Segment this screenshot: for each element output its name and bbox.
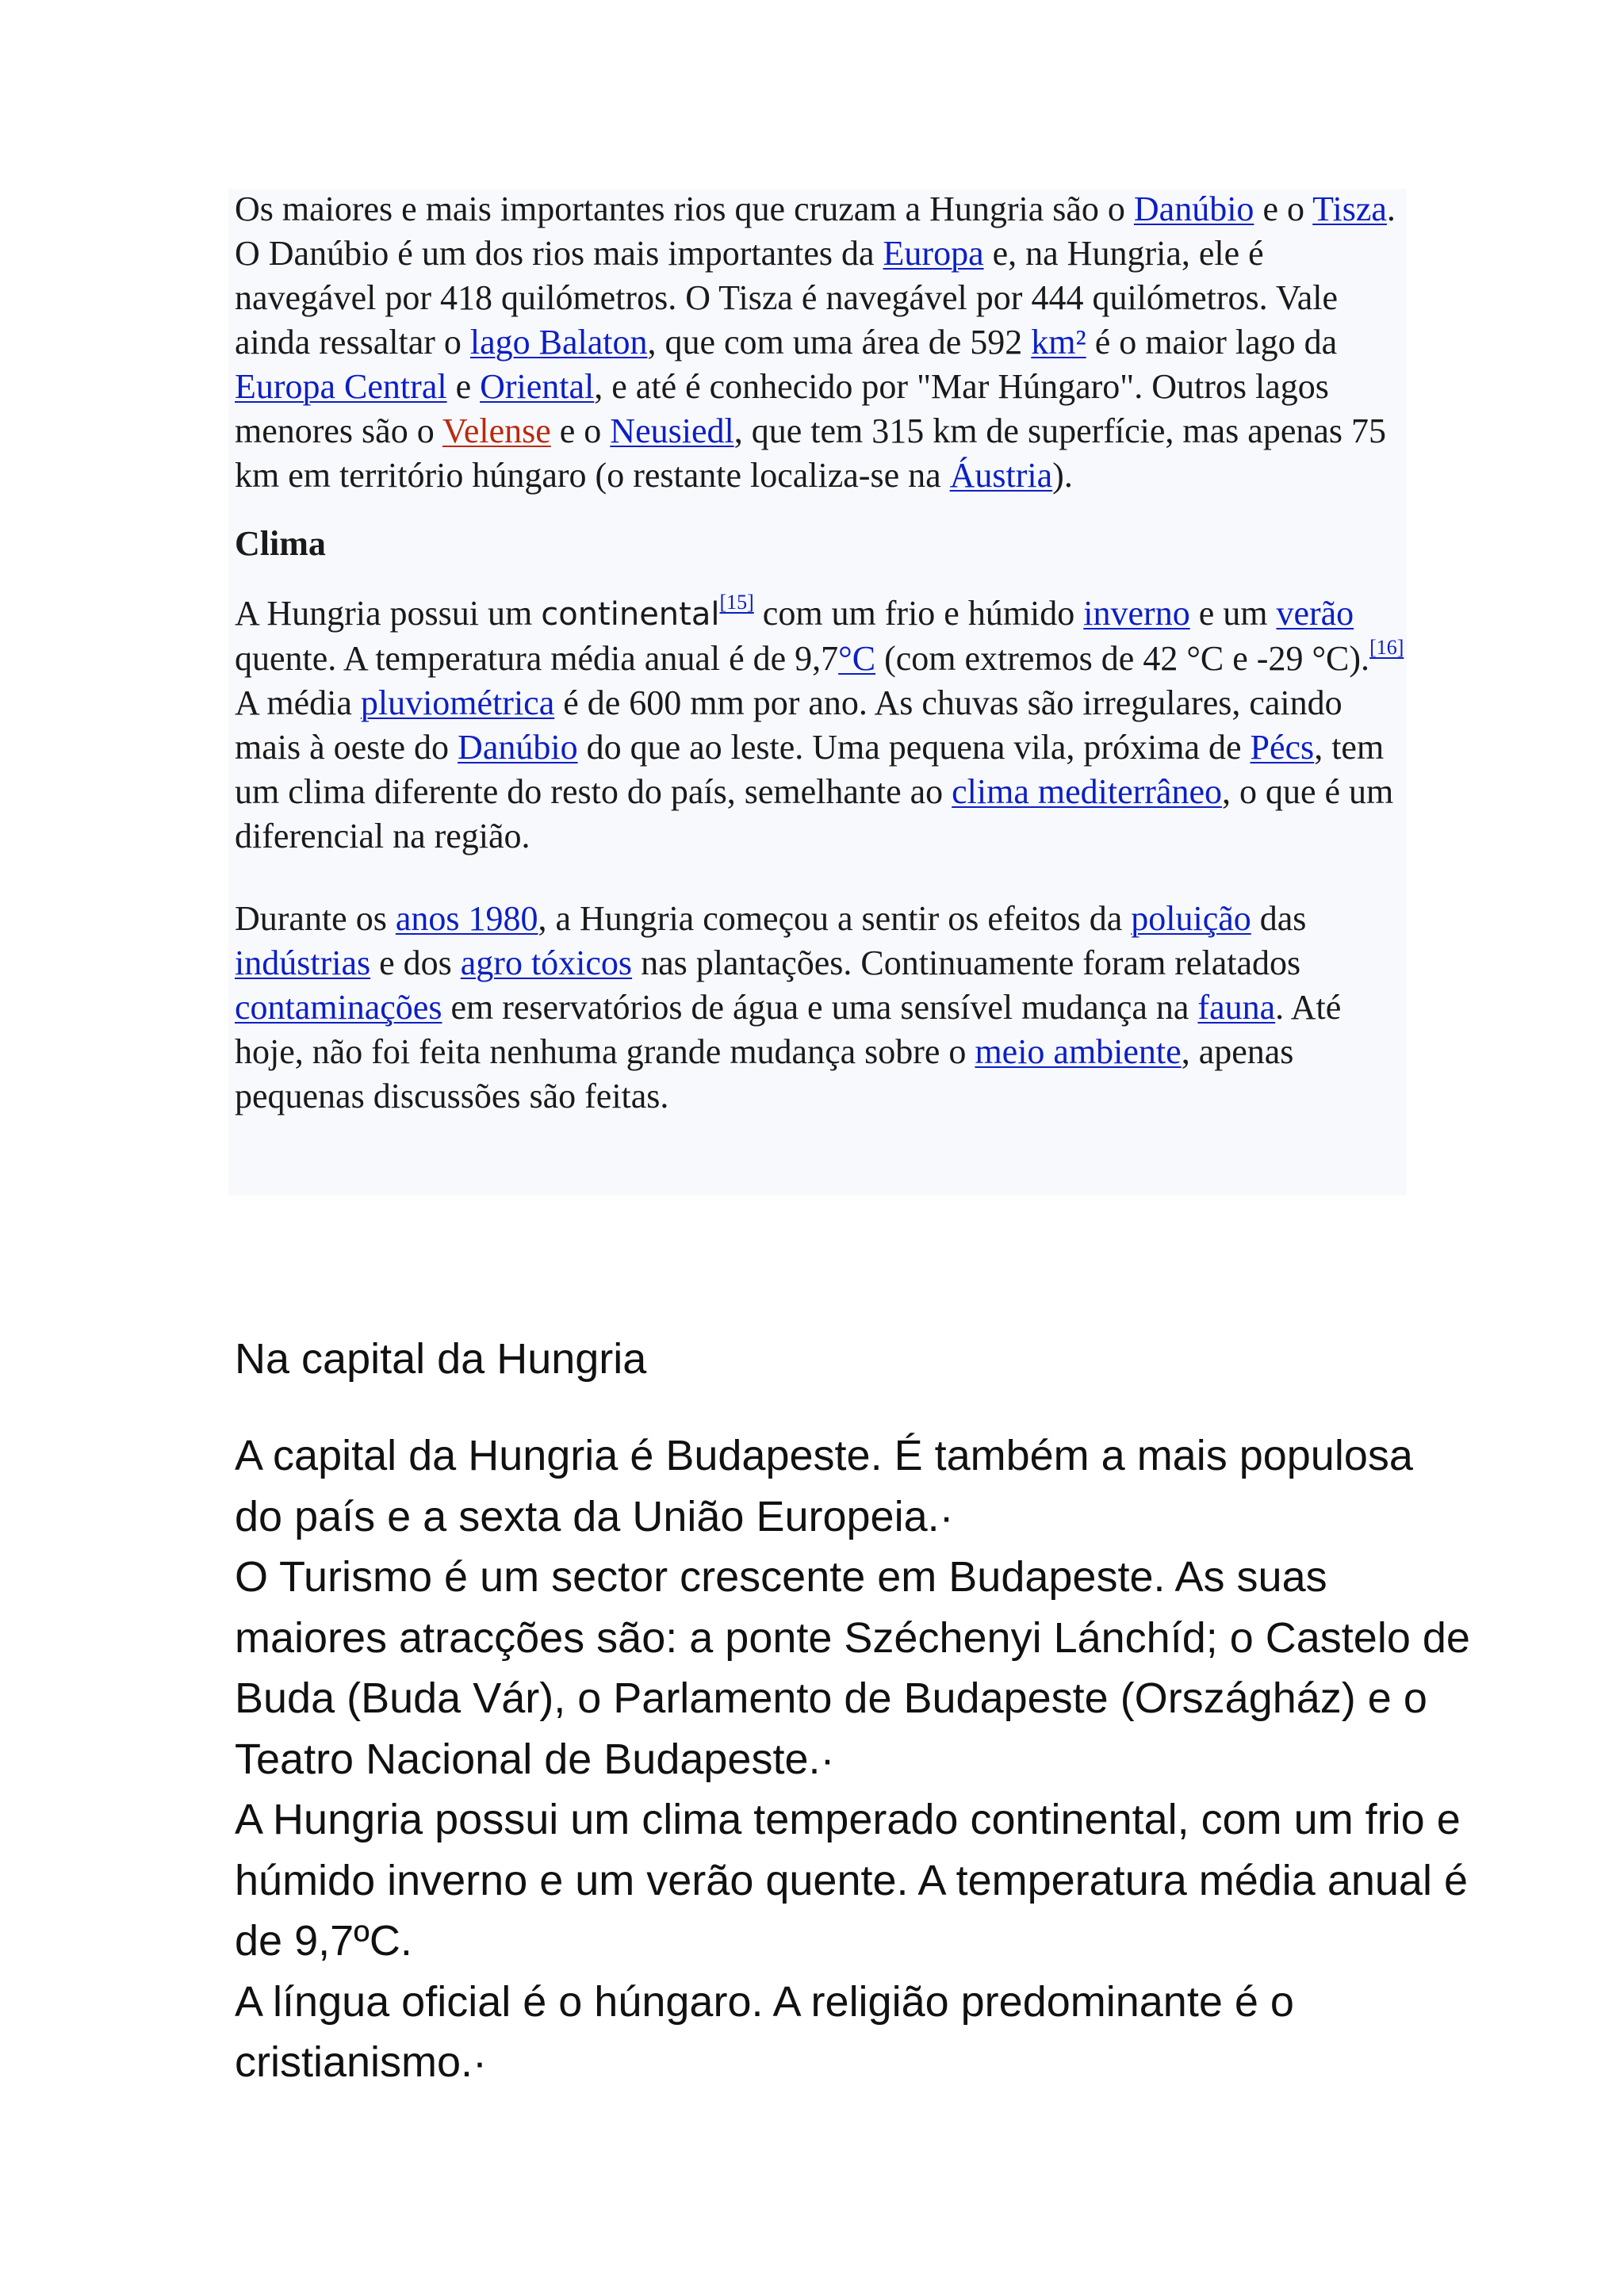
link-danubio[interactable]: Danúbio [1133, 189, 1254, 228]
text: e um [1189, 594, 1277, 633]
link-europa-central[interactable]: Europa Central [235, 367, 447, 406]
text: , que com uma área de 592 [647, 323, 1032, 362]
link-europa[interactable]: Europa [883, 234, 984, 273]
link-tisza[interactable]: Tisza [1312, 189, 1387, 228]
link-meio-ambiente[interactable]: meio ambiente [975, 1032, 1182, 1071]
capital-line-4: A língua oficial é o húngaro. A religião predominante é o cristianismo.· [235, 1977, 1294, 2086]
text: A Hungria possui um [235, 594, 542, 633]
link-industrias[interactable]: indústrias [235, 943, 371, 982]
link-celsius[interactable]: °C [838, 639, 876, 678]
text: ). [1052, 456, 1073, 495]
text: A média [235, 683, 361, 722]
capital-line-3: A Hungria possui um clima temperado continental, com um frio e húmido inverno e um verão quente. A temperatura média anual é de 9,7ºC. [235, 1796, 1468, 1965]
word-continental: continental [541, 596, 720, 633]
text: é o maior lago da [1086, 323, 1338, 362]
link-fauna[interactable]: fauna [1197, 988, 1276, 1027]
text: em reservatórios de água e uma sensível mudança na [442, 988, 1198, 1027]
paragraph-clima [235, 591, 1408, 859]
link-poluicao[interactable]: poluição [1131, 899, 1251, 938]
text: e dos [370, 943, 461, 982]
text: do que ao leste. Uma pequena vila, próxima de [577, 728, 1251, 767]
text: quente. A temperatura média anual é de 9,7 [235, 639, 839, 678]
link-neusiedl[interactable]: Neusiedl [610, 411, 734, 450]
text: é de 600 mm por ano. As chuvas são irregulares, caindo mais à oeste do [235, 683, 1342, 767]
text: . O Danúbio é um dos rios mais importantes da [235, 189, 1396, 273]
reference-16[interactable]: [16] [1369, 636, 1404, 659]
paragraph-poluicao [235, 897, 1408, 1119]
capital-line-1: A capital da Hungria é Budapeste. É também a mais populosa do país e a sexta da União Europeia.· [235, 1432, 1413, 1540]
text: (com extremos de 42 °C e -29 °C). [875, 639, 1370, 678]
text: Os maiores e mais importantes rios que cruzam a Hungria são o [235, 189, 1134, 228]
text: , apenas pequenas discussões são feitas. [235, 1032, 1294, 1115]
heading-clima: Clima [235, 524, 326, 563]
reference-15[interactable]: [15] [719, 591, 754, 614]
text: , que tem 315 km de superfície, mas apenas 75 km em território húngaro (o restante localiza-se na [235, 411, 1387, 495]
text: , tem um clima diferente do resto do país, semelhante ao [235, 728, 1385, 811]
link-agro-toxicos[interactable]: agro tóxicos [460, 943, 633, 982]
link-oriental[interactable]: Oriental [480, 367, 595, 406]
text: . Até hoje, não foi feita nenhuma grande mudança sobre o [235, 988, 1342, 1071]
link-inverno[interactable]: inverno [1083, 594, 1190, 633]
link-velense[interactable]: Velense [442, 411, 551, 450]
text: com um frio e húmido [753, 594, 1084, 633]
link-pluviometrica[interactable]: pluviométrica [360, 683, 555, 722]
link-clima-mediterraneo[interactable]: clima mediterrâneo [952, 772, 1222, 811]
text: , o que é um diferencial na região. [235, 772, 1394, 855]
capital-section-title: Na capital da Hungria [235, 1335, 647, 1383]
link-verao[interactable]: verão [1276, 594, 1354, 633]
text: e, na Hungria, ele é navegável por 418 quilómetros. O Tisza é navegável por 444 quilómetros. Vale ainda ressaltar o [235, 234, 1339, 362]
link-austria[interactable]: Áustria [949, 456, 1053, 495]
link-pecs[interactable]: Pécs [1250, 728, 1315, 767]
paragraph-rivers [235, 187, 1408, 498]
text: das [1251, 899, 1307, 938]
text: e [446, 367, 481, 406]
link-lago-balaton[interactable]: lago Balaton [469, 323, 648, 362]
text: e o [550, 411, 611, 450]
link-km2[interactable]: km² [1031, 323, 1086, 362]
link-contaminacoes[interactable]: contaminações [235, 988, 442, 1027]
wiki-excerpt [235, 187, 1408, 1119]
text: nas plantações. Continuamente foram relatados [632, 943, 1301, 982]
capital-line-2: O Turismo é um sector crescente em Budapeste. As suas maiores atracções são: a ponte Széchenyi Lánchíd; o Castelo de Buda (Buda Vár), o Parlamento de Budapeste (Országház) e o Teatro Nacional de Budapeste.· [235, 1553, 1470, 1783]
link-anos-1980[interactable]: anos 1980 [395, 899, 538, 938]
link-danubio-2[interactable]: Danúbio [458, 728, 578, 767]
text: e o [1254, 189, 1313, 228]
text: Durante os [235, 899, 396, 938]
text: , a Hungria começou a sentir os efeitos da [538, 899, 1132, 938]
capital-section [235, 1332, 1472, 2093]
text: , e até é conhecido por "Mar Húngaro". Outros lagos menores são o [235, 367, 1329, 450]
